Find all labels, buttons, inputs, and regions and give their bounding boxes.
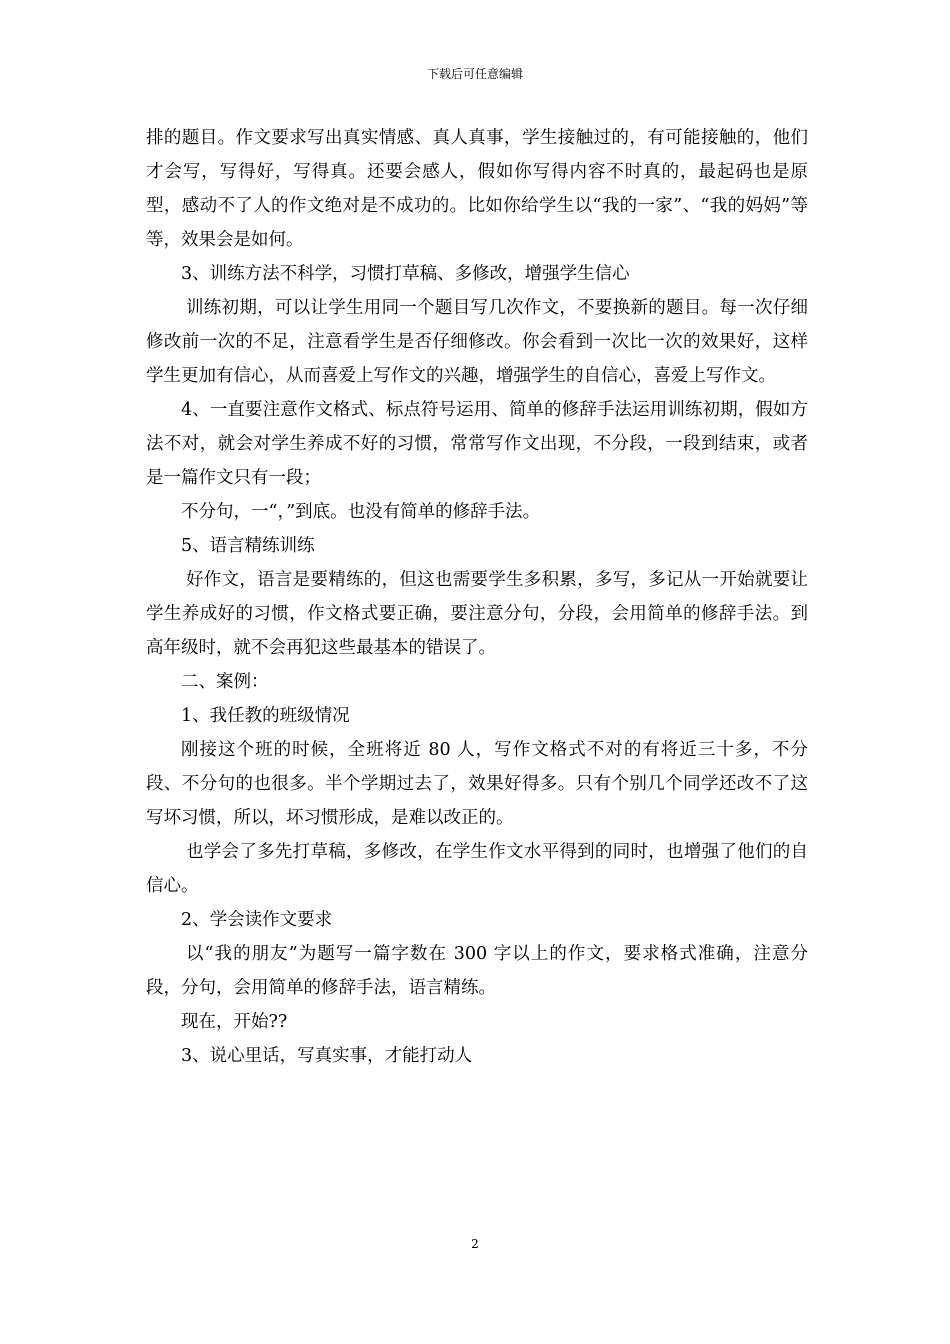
case-heading-1: 1、我任教的班级情况 [181,706,350,726]
paragraph-class-situation: 刚接这个班的时候，全班将近 80 人，写作文格式不对的有将近三十多，不分段、不分句的也很多。半个学期过去了，效果好得多。只有个别几个同学还改不了这写坏习惯，所以，坏习惯形成，是难以改正的。 [146,740,808,828]
section-heading-3: 3、训练方法不科学，习惯打草稿、多修改，增强学生信心 [181,264,630,284]
page-header: 下载后可任意编辑 [426,67,523,81]
case-heading-3: 3、说心里话，写真实事，才能打动人 [181,1046,473,1066]
chapter-heading-cases: 二、案例： [181,672,269,692]
page-number: 2 [471,1237,479,1251]
paragraph-language: 好作文，语言是要精练的，但这也需要学生多积累，多写，多记从一开始就要让学生养成好的习惯，作文格式要正确，要注意分句，分段，会用简单的修辞手法。到高年级时，就不会再犯这些最基本的错误了。 [146,570,808,658]
case-heading-2: 2、学会读作文要求 [181,910,333,930]
section-heading-4: 4、一直要注意作文格式、标点符号运用、简单的修辞手法运用训练初期，假如方法不对，就会对学生养成不好的习惯，常常写作文出现，不分段，一段到结束，或者是一篇作文只有一段； [146,400,808,488]
paragraph-no-sentence-break: 不分句，一“，”到底。也没有简单的修辞手法。 [181,502,541,522]
paragraph-start: 现在，开始?? [181,1012,288,1032]
paragraph-training: 训练初期，可以让学生用同一个题目写几次作文，不要换新的题目。每一次仔细修改前一次的不足，注意看学生是否仔细修改。你会看到一次比一次的效果好，这样学生更加有信心，从而喜爱上写作文的兴趣，增强学生的自信心，喜爱上写作文。 [146,298,808,386]
section-heading-5: 5、语言精练训练 [181,536,315,556]
paragraph-continuation: 排的题目。作文要求写出真实情感、真人真事，学生接触过的，有可能接触的，他们才会写，写得好，写得真。还要会感人，假如你写得内容不时真的，最起码也是原型，感动不了人的作文绝对是不成功的。比如你给学生以“我的一家”、“我的妈妈”等等，效果会是如何。 [146,128,808,250]
paragraph-confidence: 也学会了多先打草稿，多修改，在学生作文水平得到的同时，也增强了他们的自信心。 [146,842,808,896]
paragraph-requirements: 以“我的朋友”为题写一篇字数在 300 字以上的作文，要求格式准确，注意分段，分句，会用简单的修辞手法，语言精练。 [146,944,808,998]
document-body [146,121,808,1073]
